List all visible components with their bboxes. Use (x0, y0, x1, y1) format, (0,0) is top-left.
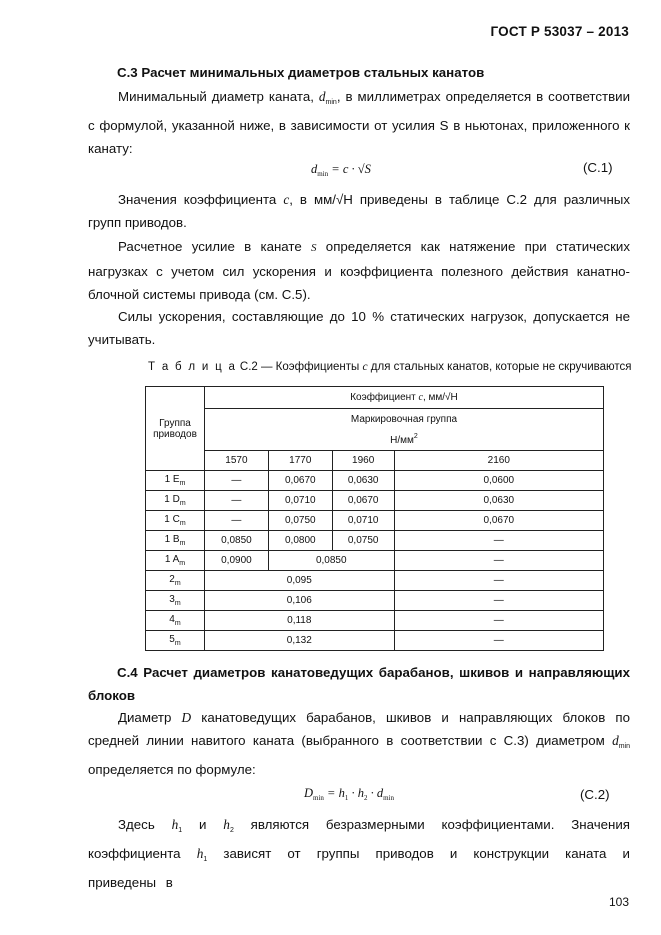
value-cell: — (394, 531, 603, 551)
value-cell: 0,0670 (332, 491, 394, 511)
table-row (146, 591, 604, 611)
strength-cell: 1960 (332, 451, 394, 471)
group-cell: 1 $D_m$ (146, 491, 205, 511)
paragraph-acceleration-forces: Силы ускорения, составляющие до 10 % статических нагрузок, допускается не учитывать. (88, 309, 630, 347)
formula-c1-number: (С.1) (583, 160, 613, 175)
value-cell: — (394, 571, 603, 591)
page-number: 103 (608, 895, 629, 909)
section-c4-heading: С.4 Расчет диаметров канатоведущих барабанов, шкивов и направляющих блоков (88, 665, 630, 703)
value-cell: 0,0750 (268, 511, 332, 531)
table-row (146, 471, 604, 491)
value-cell: — (394, 611, 603, 631)
value-cell: 0,0850 (204, 531, 268, 551)
group-cell: 1 $E_m$ (146, 471, 205, 491)
value-cell: 0,0670 (268, 471, 332, 491)
value-cell: 0,0750 (332, 531, 394, 551)
table-row (146, 491, 604, 511)
strength-row (146, 451, 604, 471)
value-cell: — (394, 551, 603, 571)
value-cell: — (204, 491, 268, 511)
table-row (146, 611, 604, 631)
value-cell: 0,0850 (268, 551, 394, 571)
group-cell: $4_m$ (146, 611, 205, 631)
group-cell: $5_m$ (146, 631, 205, 651)
value-cell: 0,106 (204, 591, 394, 611)
paragraph-drum-diameter: Диаметр D канатоведущих барабанов, шкивов и направляющих блоков по средней линии навитого каната (выбранного в соответствии с С.3) диаметром $d_{min}$ определяется по формуле: (88, 710, 630, 777)
value-cell: 0,0710 (268, 491, 332, 511)
value-cell: 0,118 (204, 611, 394, 631)
group-cell: 1 $A_m$ (146, 551, 205, 571)
strength-cell: 1570 (204, 451, 268, 471)
value-cell: — (204, 471, 268, 491)
value-cell: 0,0670 (394, 511, 603, 531)
value-cell: — (394, 591, 603, 611)
value-cell: — (394, 631, 603, 651)
document-header: ГОСТ Р 53037 – 2013 (490, 24, 629, 39)
paragraph-coefficients-h: Здесь $h_1$ и $h_2$ являются безразмерными коэффициентами. Значения коэффициента $h_1$ зависят от группы приводов и конструкции каната и приведены в (88, 817, 630, 890)
value-cell: 0,095 (204, 571, 394, 591)
value-cell: 0,132 (204, 631, 394, 651)
group-cell: $3_m$ (146, 591, 205, 611)
table-row (146, 551, 604, 571)
group-header-cell: Группа приводов (146, 387, 205, 471)
coefficient-header-cell: Коэффициент c, мм/√Н (204, 387, 603, 409)
paragraph-coefficient-values: Значения коэффициента c, в мм/√Н приведены в таблице С.2 для различных групп приводов. (88, 192, 630, 230)
value-cell: 0,0600 (394, 471, 603, 491)
formula-c1: $d_{min} = c \cdot √S$ (311, 162, 371, 178)
strength-cell: 1770 (268, 451, 332, 471)
group-cell: 1 $C_m$ (146, 511, 205, 531)
table-row (146, 631, 604, 651)
value-cell: 0,0900 (204, 551, 268, 571)
paragraph-rope-force: Расчетное усилие в канате S определяется как натяжение при статических нагрузках с учетом сил ускорения и коэффициента полезного действия канатно-блочной системы привода (см. С.5). (88, 239, 631, 302)
table-row (146, 571, 604, 591)
group-cell: $2_m$ (146, 571, 205, 591)
value-cell: 0,0630 (332, 471, 394, 491)
paragraph-min-diameter: Минимальный диаметр каната, $d_{min}$, в миллиметрах определяется в соответствии с формулой, указанной ниже, в зависимости от усилия S в ньютонах, приложенного к канату: (88, 89, 630, 156)
marking-group-cell: Маркировочная группа $Н/мм^2$ (204, 409, 603, 451)
value-cell: — (204, 511, 268, 531)
strength-cell: 2160 (394, 451, 603, 471)
value-cell: 0,0710 (332, 511, 394, 531)
group-cell: 1 $B_m$ (146, 531, 205, 551)
formula-c2: $D_{min} = h_1 \cdot h_2 \cdot d_{min}$ (304, 786, 394, 802)
value-cell: 0,0800 (268, 531, 332, 551)
table-row (146, 531, 604, 551)
table-row (146, 511, 604, 531)
coefficient-table (145, 386, 604, 651)
value-cell: 0,0630 (394, 491, 603, 511)
section-c3-heading: С.3 Расчет минимальных диаметров стальных канатов (117, 65, 485, 80)
formula-c2-number: (С.2) (580, 787, 610, 802)
table-caption: Т а б л и ц а С.2 — Коэффициенты c для стальных канатов, которые не скручиваются (148, 361, 632, 373)
